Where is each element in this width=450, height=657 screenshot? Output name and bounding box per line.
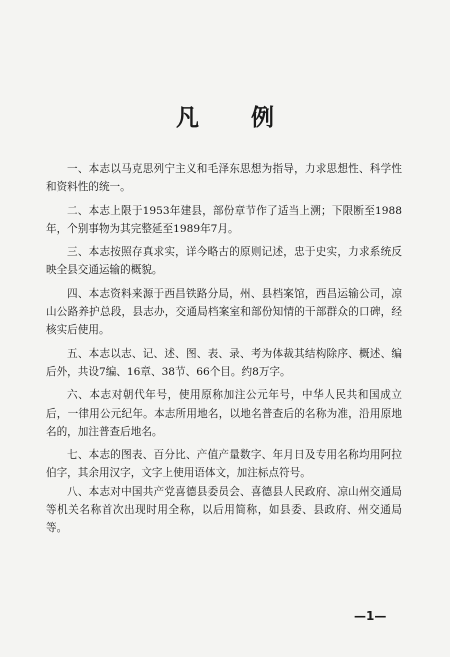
page-title: 凡 例 bbox=[175, 104, 296, 131]
paragraph-8: 八、本志对中国共产党喜德县委员会、喜德县人民政府、凉山州交通局等机关名称首次出现时用全称，以后用简称，如县委、县政府、州交通局等。 bbox=[46, 485, 402, 535]
paragraph-3: 三、本志按照存真求实，详今略古的原则记述，忠于史实，力求系统反映全县交通运输的概貌。 bbox=[46, 246, 402, 277]
paragraph-5: 五、本志以志、记、述、图、表、录、考为体裁其结构除序、概述、编后外，共设7编、16章、38节、66个目。约8万字。 bbox=[46, 347, 402, 378]
paragraph-4: 四、本志资料来源于西昌铁路分局，州、县档案馆，西昌运输公司，凉山公路养护总段，县志办，交通局档案室和部份知情的干部群众的口碑，经核实后使用。 bbox=[46, 287, 402, 337]
page-number: —1— bbox=[354, 609, 387, 623]
paragraph-7: 七、本志的图表、百分比、产值产量数字、年月日及专用名称均用阿拉伯字，其余用汉字，文字上使用语体文，加注标点符号。 bbox=[46, 449, 402, 480]
body-text bbox=[46, 160, 402, 538]
paragraph-2: 二、本志上限于1953年建县，部份章节作了适当上溯；下限断至1988年，个别事物为其完整延至1989年7月。 bbox=[46, 204, 402, 235]
paragraph-1: 一、本志以马克思列宁主义和毛泽东思想为指导，力求思想性、科学性和资料性的统一。 bbox=[46, 163, 402, 194]
paragraph-6: 六、本志对朝代年号，使用原称加注公元年号，中华人民共和国成立后，一律用公元纪年。本志所用地名，以地名普查后的名称为准，沿用原地名的，加注普查后地名。 bbox=[46, 389, 402, 438]
